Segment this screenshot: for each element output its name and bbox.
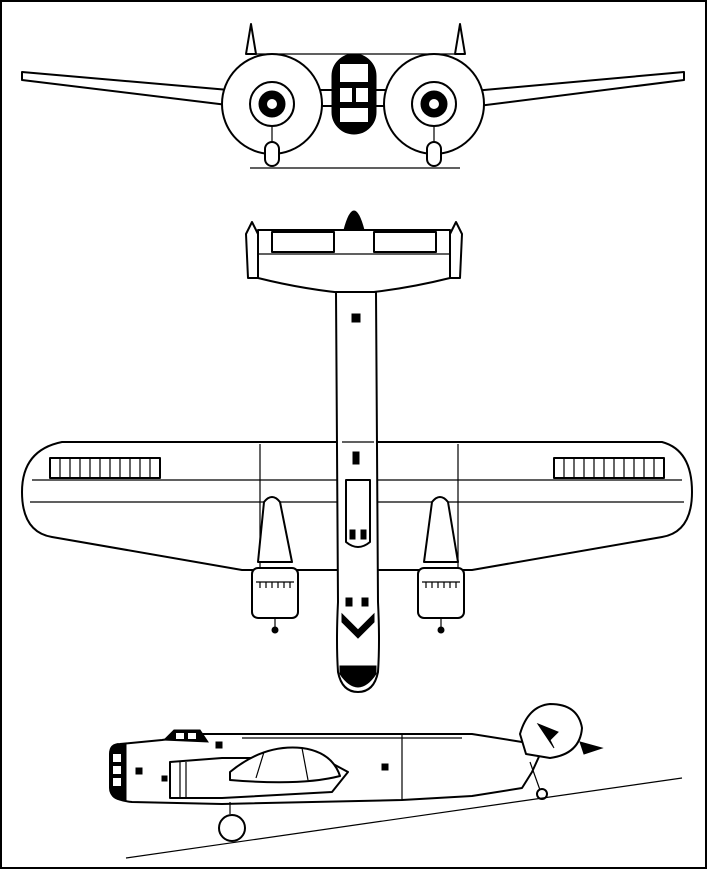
front-view xyxy=(22,24,684,168)
top-left-elevator xyxy=(272,232,334,252)
top-view xyxy=(22,211,692,692)
side-view xyxy=(110,704,682,858)
front-right-fin xyxy=(455,24,465,54)
front-right-spinner xyxy=(428,98,440,110)
top-right-elevator xyxy=(374,232,436,252)
top-rudder xyxy=(344,211,364,230)
top-right-endplate xyxy=(450,222,462,278)
front-left-fin xyxy=(246,24,256,54)
side-tail-cone xyxy=(580,742,602,754)
side-cockpit xyxy=(164,730,208,742)
top-left-aileron xyxy=(50,458,160,478)
top-right-aileron xyxy=(554,458,664,478)
front-left-wing xyxy=(22,72,252,108)
front-right-wing xyxy=(462,72,684,108)
side-main-wheel xyxy=(219,815,245,841)
front-cockpit-window xyxy=(340,64,368,82)
front-left-spinner xyxy=(266,98,278,110)
front-left-wheel xyxy=(265,142,279,166)
front-right-wheel xyxy=(427,142,441,166)
top-left-endplate xyxy=(246,222,258,278)
aircraft-three-view-svg xyxy=(2,2,707,871)
top-dorsal-hatch xyxy=(352,314,360,322)
